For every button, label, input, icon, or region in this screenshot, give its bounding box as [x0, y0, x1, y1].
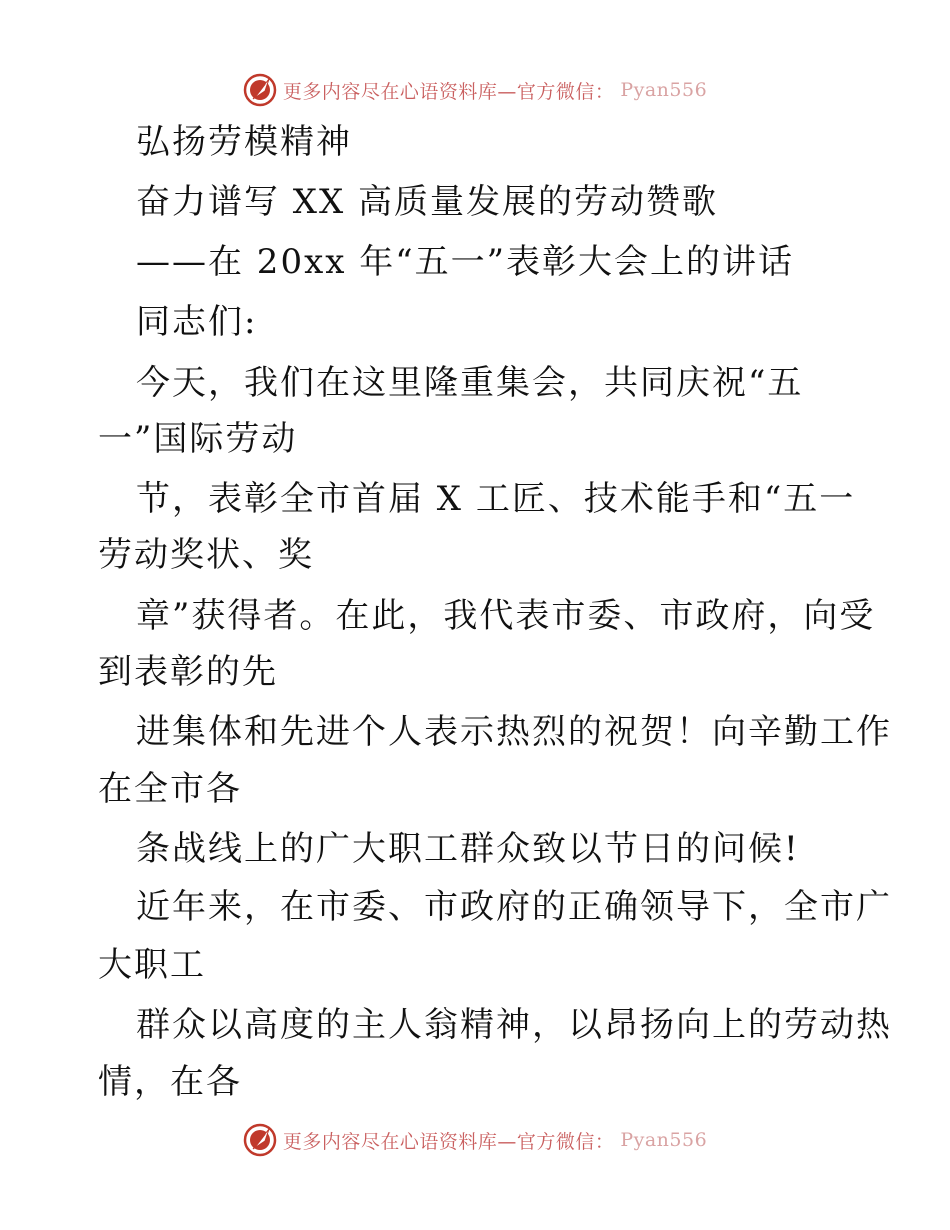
doc-title-line-1: 弘扬劳模精神 [136, 122, 352, 162]
paragraph-line: 群众以高度的主人翁精神，以昂扬向上的劳动热 [136, 1005, 892, 1045]
header-banner [0, 70, 950, 110]
paragraph-line: 近年来，在市委、市政府的正确领导下，全市广 [136, 887, 892, 927]
paragraph-line: 章”获得者。在此，我代表市委、市政府，向受 [136, 596, 876, 636]
paragraph-line: 到表彰的先 [98, 652, 278, 692]
quill-logo-icon [243, 1123, 277, 1157]
doc-subtitle: ——在 20xx 年“五一”表彰大会上的讲话 [136, 242, 794, 282]
paragraph-line: 条战线上的广大职工群众致以节日的问候! [136, 829, 800, 869]
paragraph-line: 一”国际劳动 [98, 419, 298, 459]
footer-text: 更多内容尽在心语资料库—官方微信： [282, 1130, 615, 1153]
paragraph-line: 劳动奖状、奖 [98, 535, 314, 575]
doc-title-line-2: 奋力谱写 XX 高质量发展的劳动赞歌 [136, 182, 719, 222]
paragraph-line: 节，表彰全市首届 X 工匠、技术能手和“五一 [136, 479, 856, 519]
header-text: 更多内容尽在心语资料库—官方微信： [282, 80, 615, 103]
paragraph-line: 情，在各 [98, 1062, 242, 1102]
header-wechat-id: Pyan556 [620, 79, 708, 101]
footer-wechat-id: Pyan556 [620, 1129, 708, 1151]
paragraph-line: 大职工 [98, 945, 206, 985]
footer-banner [0, 1120, 950, 1160]
salutation: 同志们: [136, 302, 258, 342]
paragraph-line: 今天，我们在这里隆重集会，共同庆祝“五 [136, 363, 804, 403]
paragraph-line: 在全市各 [98, 769, 242, 809]
quill-logo-icon [243, 73, 277, 107]
paragraph-line: 进集体和先进个人表示热烈的祝贺！向辛勤工作 [136, 712, 892, 752]
